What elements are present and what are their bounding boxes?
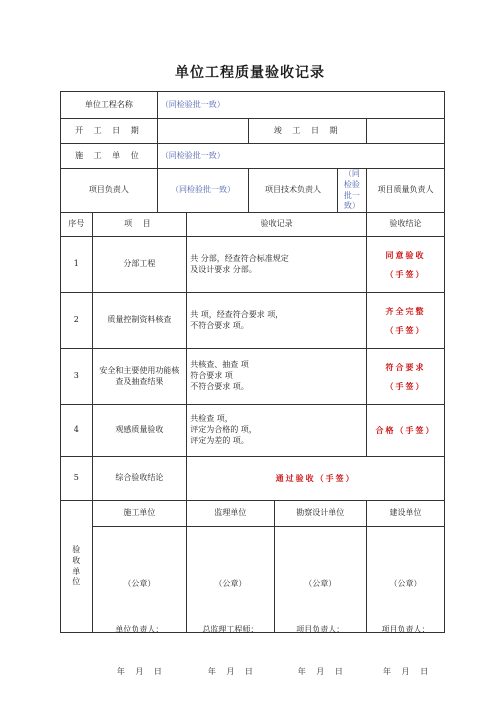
contractor-row [61,144,445,169]
dates-row [61,119,445,144]
record-line: 共检查 项， [190,414,233,424]
conclusion-text: 齐全完整 [385,305,426,316]
label-char: 位 [72,577,81,587]
row-no: 3 [61,349,93,405]
record-line: 共 项，经查符合要求 项， [190,309,284,319]
row-conclusion [367,293,445,349]
row-record [187,349,367,405]
record-line: 共 分部，经查符合标准规定 [190,253,289,263]
row-record [187,293,367,349]
column-header-row [61,213,445,237]
pm-value: （同检验批一致） [157,169,249,213]
record-line: 共核查、抽查 项 [190,360,249,370]
signatory-label: 总监理工程师： [202,625,259,635]
row-item: 观感质量验收 [92,405,187,457]
label-char: 单 [72,566,81,576]
summary-label: 综合验收结论 [92,457,187,501]
contractor-value: （同检验批一致） [157,144,444,169]
row-record [187,237,367,293]
acceptance-record-table [60,91,445,677]
row-record [187,405,367,457]
signature-date: 年 月 日 [382,667,429,677]
signature-date: 年 月 日 [207,667,253,677]
summary-row [61,457,445,501]
unit-name-label: 单位工程名称 [61,92,158,119]
hand-sign-note: （手签） [385,268,426,279]
acceptance-units-header-row [61,501,445,527]
label-char: 验 [72,545,81,554]
row-conclusion [367,349,445,405]
tech-lead-value: （同检验批一致） [337,169,366,213]
summary-conclusion: 通过验收（手签） [187,457,445,501]
qa-lead-cell [367,169,445,213]
acceptance-units-label [61,501,93,633]
record-line: 及设计要求 分部。 [190,264,257,274]
unit-name-construction: 施工单位 [92,501,187,527]
row-conclusion [367,405,445,457]
unit-name-owner: 建设单位 [367,501,445,527]
signature-date: 年 月 日 [297,667,343,677]
responsible-persons-row [61,169,445,213]
contractor-label: 施 工 单 位 [61,144,158,169]
start-date-label: 开 工 日 期 [61,119,158,144]
table-row [61,237,445,293]
col-header-record: 验收记录 [187,213,367,237]
signature-block-construction [92,527,187,677]
unit-name-survey-design: 勘察设计单位 [274,501,367,527]
official-seal-note: （公章） [123,579,156,589]
conclusion-text: 同意验收 [385,249,426,260]
unit-name-value: （同检验批一致） [157,92,444,119]
signatory-label: 单位负责人： [115,625,164,635]
hand-sign-note: （手签） [385,324,426,335]
signature-block-supervision [187,527,274,677]
unit-name-row [61,92,445,119]
row-no: 2 [61,293,93,349]
pm-label: 项目负责人 [61,169,158,213]
col-header-conclusion: 验收结论 [367,213,445,237]
signature-block-owner [367,527,445,677]
col-header-no: 序号 [61,213,93,237]
tech-lead-label: 项目技术负责人 [249,169,337,213]
conclusion-text: 合格（手签） [375,425,436,436]
row-no: 4 [61,405,93,457]
row-conclusion [367,237,445,293]
record-line: 符合要求 项 [190,371,233,381]
unit-name-supervision: 监理单位 [187,501,274,527]
hand-sign-note: （手签） [385,380,426,391]
start-date-value [157,119,249,144]
record-line: 不符合要求 项。 [190,382,249,392]
page-title: 单位工程质量验收记录 [175,65,325,81]
row-item: 安全和主要使用功能核查及抽查结果 [92,349,187,405]
end-date-value [367,119,445,144]
label-char: 收 [72,555,81,565]
row-no: 1 [61,237,93,293]
signature-date: 年 月 日 [116,667,162,677]
table-row [61,293,445,349]
official-seal-note: （公章） [304,579,337,589]
signatory-label: 项目负责人： [296,625,345,635]
record-line: 评定为差的 项。 [190,436,249,446]
acceptance-signature-row [61,527,445,633]
col-header-item: 项 目 [92,213,187,237]
table-row [61,349,445,405]
table-row [61,405,445,457]
record-line: 评定为合格的 项， [190,425,257,435]
official-seal-note: （公章） [214,579,247,589]
row-no: 5 [61,457,93,501]
row-item: 分部工程 [92,237,187,293]
qa-lead-label: 项目质量负责人 [377,185,434,195]
conclusion-text: 符合要求 [385,361,426,372]
record-line: 不符合要求 项。 [190,320,249,330]
end-date-label: 竣 工 日 期 [249,119,367,144]
row-item: 质量控制资料核查 [92,293,187,349]
signature-block-survey-design [274,527,367,677]
signatory-label: 项目负责人： [381,625,430,635]
official-seal-note: （公章） [389,579,422,589]
